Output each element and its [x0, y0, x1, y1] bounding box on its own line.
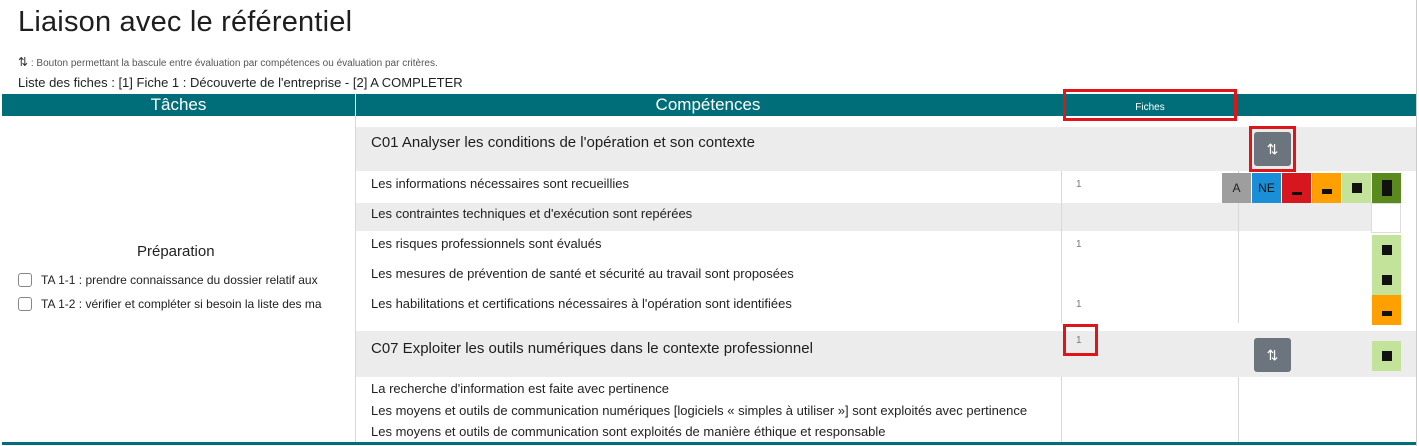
level-option-fragile[interactable]: [1312, 173, 1341, 203]
criterion-label: Les moyens et outils de communication sont exploités de manière éthique et responsable: [371, 424, 886, 439]
fiche-count: 1: [1076, 335, 1082, 346]
swap-arrows-icon: ⇅: [1266, 140, 1279, 157]
level-fragile-icon: [1382, 311, 1392, 316]
level-very-good-icon: [1382, 180, 1392, 196]
toggle-evaluation-button[interactable]: [1254, 132, 1291, 166]
criterion-label: Les moyens et outils de communication numériques [logiciels « simples à utiliser »] sont exploités avec pertinence: [371, 403, 1028, 418]
scrollbar-edge: [1416, 0, 1417, 446]
swap-arrows-icon: ⇅: [1266, 346, 1279, 363]
level-satisfactory-icon: [1382, 275, 1392, 285]
tache-label: TA 1-2 : vérifier et compléter si besoin la liste des ma: [41, 297, 322, 311]
criterion-label: Les contraintes techniques et d'exécution sont repérées: [371, 206, 693, 221]
competence-title: C07 Exploiter les outils numériques dans le contexte professionnel: [371, 340, 813, 357]
level-satisfactory-icon: [1382, 351, 1392, 361]
header-taches: Tâches: [150, 95, 207, 114]
toggle-hint: [18, 55, 438, 69]
level-option-satisfactory[interactable]: [1342, 173, 1371, 203]
criterion-label: Les risques professionnels sont évalués: [371, 236, 602, 251]
level-satisfactory[interactable]: [1372, 265, 1401, 295]
level-empty[interactable]: [1371, 203, 1401, 233]
criterion-label: Les mesures de prévention de santé et sécurité au travail sont proposées: [371, 266, 794, 281]
toggle-hint-text: : Bouton permettant la bascule entre évaluation par compétences ou évaluation par critères.: [28, 58, 438, 69]
level-fragile[interactable]: [1372, 295, 1401, 325]
table-bottom-border: [2, 442, 1417, 445]
level-insufficient-icon: [1292, 192, 1302, 195]
tache-group-label: Préparation: [137, 243, 215, 260]
swap-arrows-icon: ⇅: [18, 55, 29, 69]
tache-checkbox[interactable]: [18, 297, 32, 311]
level-option-ne[interactable]: NE: [1252, 173, 1281, 203]
level-option-very-good[interactable]: [1372, 173, 1401, 203]
level-satisfactory[interactable]: [1372, 341, 1401, 371]
header-fiches: Fiches: [1063, 89, 1237, 121]
competence-title: C01 Analyser les conditions de l'opération et son contexte: [371, 134, 755, 151]
criterion-label: La recherche d'information est faite avec pertinence: [371, 381, 670, 396]
tache-item[interactable]: [18, 273, 354, 287]
level-fragile-icon: [1322, 189, 1332, 194]
level-satisfactory[interactable]: [1372, 235, 1401, 265]
fiche-count: 1: [1076, 179, 1082, 190]
criterion-label: Les habilitations et certifications nécessaires à l'opération sont identifiées: [371, 296, 792, 311]
tache-item[interactable]: [18, 297, 354, 311]
fiche-count: 1: [1076, 299, 1082, 310]
fiche-count: 1: [1076, 239, 1082, 250]
level-option-a[interactable]: A: [1222, 173, 1251, 203]
column-divider: [1061, 171, 1062, 323]
toggle-evaluation-button[interactable]: [1254, 338, 1291, 372]
column-divider: [1238, 377, 1239, 442]
level-satisfactory-icon: [1382, 245, 1392, 255]
criterion-label: Les informations nécessaires sont recueillies: [371, 176, 629, 191]
level-option-insufficient[interactable]: [1282, 173, 1311, 203]
page-title: Liaison avec le référentiel: [18, 6, 353, 38]
fiches-list: Liste des fiches : [1] Fiche 1 : Découverte de l'entreprise - [2] A COMPLETER: [18, 75, 463, 90]
tache-checkbox[interactable]: [18, 273, 32, 287]
column-divider: [1061, 377, 1062, 442]
level-satisfactory-icon: [1352, 183, 1362, 193]
tache-label: TA 1-1 : prendre connaissance du dossier relatif aux: [41, 273, 318, 287]
header-competences: Compétences: [655, 95, 761, 114]
